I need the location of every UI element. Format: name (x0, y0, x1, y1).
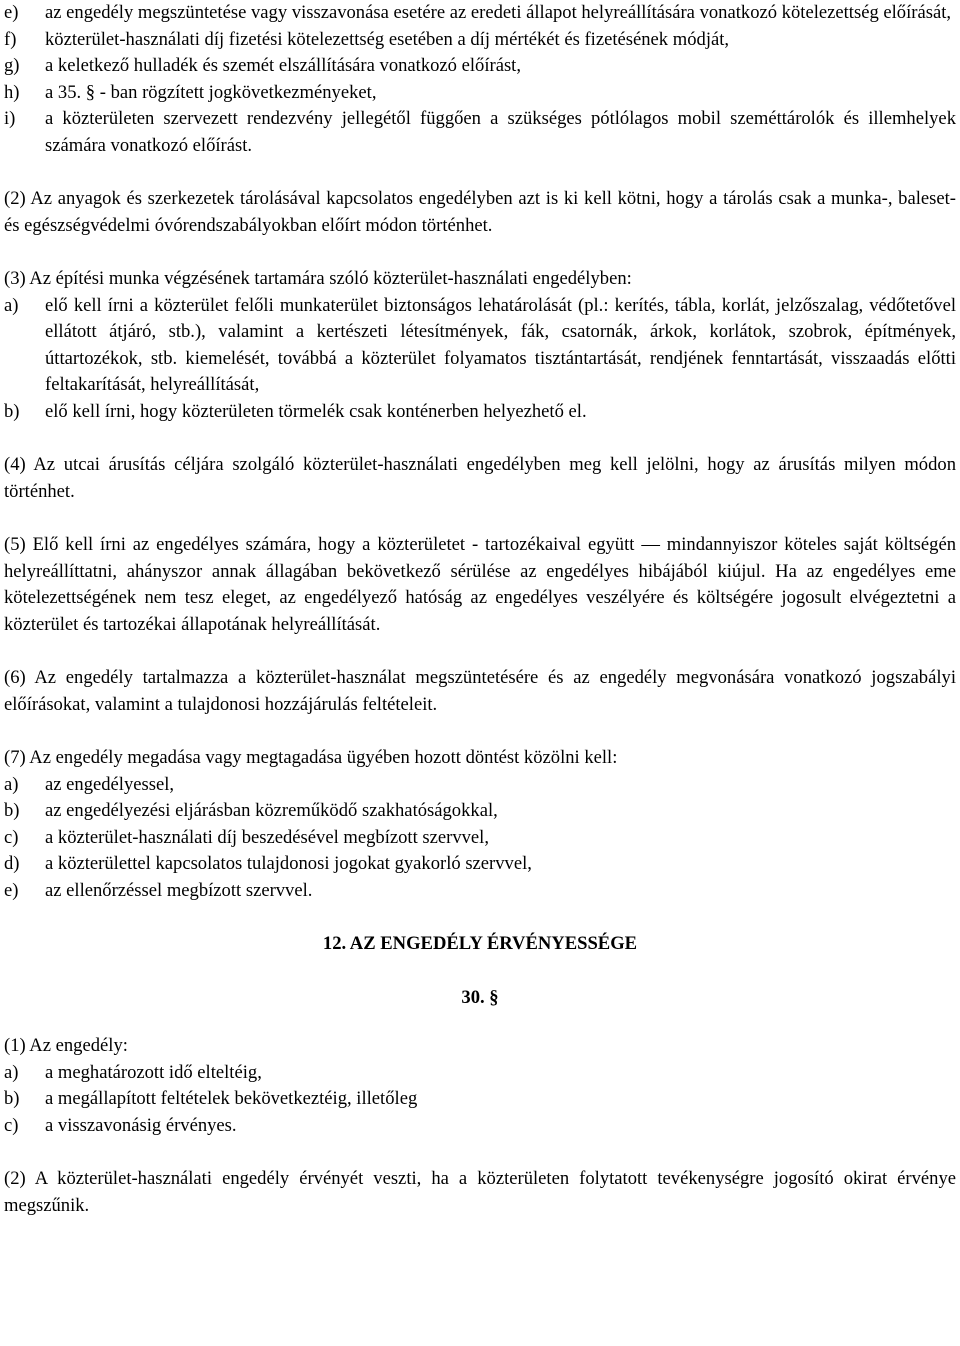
paragraph-7-intro: (7) Az engedély megadása vagy megtagadása ügyében hozott döntést közölni kell: (4, 747, 618, 768)
list-item-label: h) (4, 81, 20, 103)
list-item-text: a visszavonásig érvényes. (45, 1114, 237, 1136)
paragraph-6: (6) Az engedély tartalmazza a közterület-használat megszüntetésére és az engedély megvonására vonatkozó jogszabályi előírásokat, valamint a tulajdonosi hozzájárulás feltételeit. (4, 667, 956, 715)
list-item (0, 399, 960, 426)
list-item (0, 80, 960, 107)
list-item-text: a megállapított feltételek bekövetkeztéig, illetőleg (45, 1088, 418, 1109)
paragraph-4: (4) Az utcai árusítás céljára szolgáló közterület-használati engedélyben meg kell jelölni, hogy az árusítás milyen módon történhet. (4, 454, 956, 502)
list-item (0, 825, 960, 852)
list-item-text: a 35. § - ban rögzített jogkövetkezményeket, (45, 81, 377, 103)
list-item-label: i) (4, 108, 16, 129)
list-item-label: d) (4, 853, 20, 874)
paragraph-2: (2) Az anyagok és szerkezetek tárolásával kapcsolatos engedélyben azt is ki kell kötni, hogy a tárolás csak a munka-, baleset- és egészségvédelmi óvórendszabályokban előírt módon történhet. (4, 188, 956, 236)
list-item (0, 0, 960, 27)
list-item (0, 878, 960, 905)
list-item-text: az engedélyessel, (45, 773, 175, 795)
list-item-text: a közterület-használati díj beszedésével megbízott szervvel, (45, 826, 489, 848)
list-item-label: a) (4, 294, 19, 316)
list-item-text: közterület-használati díj fizetési kötelezettség esetében a díj mértékét és fizetésének módját, (45, 28, 730, 50)
list-item-text: elő kell írni, hogy közterületen törmelék csak konténerben helyezhető el. (45, 400, 587, 422)
list-item-label: b) (4, 1088, 20, 1109)
list-item-text: az engedélyezési eljárásban közreműködő szakhatóságokkal, (45, 800, 498, 821)
paragraph-3-intro: (3) Az építési munka végzésének tartamára szóló közterület-használati engedélyben: (4, 268, 632, 289)
paragraph-3-list (0, 293, 960, 426)
list-item-label: c) (4, 1114, 19, 1136)
list-item-text: elő kell írni a közterület felőli munkaterület biztonságos lehatárolását (pl.: kerítés, tábla, korlát, jelzőszalag, védőtetővel ellátott átjáró, stb.), valamint a kertészeti létesítmények, fák, csatornák, árkok, korlátok, szobrok, építmények, úttartozékok, stb. kiemelését, továbbá a közterület folyamatos tisztántartását, rendjének fenntartását, visszaadás előtti feltakarítását, helyreállítását, (45, 294, 956, 395)
list-item-text: a keletkező hulladék és szemét elszállítására vonatkozó előírást, (45, 55, 522, 76)
list-item (0, 772, 960, 799)
list-item (0, 1086, 960, 1113)
list-item (0, 293, 960, 399)
list-item-text: az ellenőrzéssel megbízott szervvel. (45, 879, 313, 901)
list-item (0, 27, 960, 54)
section-30-paragraph-2: (2) A közterület-használati engedély érvényét veszti, ha a közterületen folytatott tevékenységre jogosító okirat érvénye megszűnik. (4, 1168, 956, 1216)
section-heading: 30. § (461, 986, 499, 1008)
list-item-label: e) (4, 2, 19, 23)
list-item (0, 1060, 960, 1087)
paragraph-5: (5) Elő kell írni az engedélyes számára, hogy a közterületet - tartozékaival együtt — mindannyiszor köteles saját költségén helyreállíttatni, ahányszor annak állagában bekövetkező sérülése az engedélyes hibájából kiújul. Ha az engedélyes eme kötelezettségének nem tesz eleget, az engedélyező hatóság az engedélyes veszélyére és költségére jogosult elvégeztetni a közterület és tartozékai állapotának helyreállítását. (4, 534, 956, 635)
list-item-text: az engedély megszüntetése vagy visszavonása esetére az eredeti állapot helyreállítására vonatkozó kötelezettség előírását, (45, 2, 952, 23)
paragraph-7-list (0, 772, 960, 905)
list-item-label: c) (4, 826, 19, 848)
list-item-text: a meghatározott idő elteltéig, (45, 1061, 262, 1083)
list-item-text: a közterületen szervezett rendezvény jellegétől függően a szükséges pótlólagos mobil szeméttárolók és illemhelyek számára vonatkozó előírást. (45, 108, 956, 156)
section-30-paragraph-1-intro: (1) Az engedély: (4, 1035, 128, 1056)
chapter-heading: 12. AZ ENGEDÉLY ÉRVÉNYESSÉGE (322, 933, 638, 954)
list-item-label: b) (4, 800, 20, 821)
list-item (0, 851, 960, 878)
list-item-text: a közterülettel kapcsolatos tulajdonosi jogokat gyakorló szervvel, (45, 853, 532, 874)
list-item-label: a) (4, 1061, 19, 1083)
top-list (0, 0, 960, 159)
list-item-label: e) (4, 879, 19, 901)
list-item-label: a) (4, 773, 19, 795)
list-item-label: f) (4, 28, 17, 50)
list-item-label: g) (4, 55, 20, 76)
section-30-paragraph-1-list (0, 1060, 960, 1140)
list-item (0, 53, 960, 80)
list-item (0, 798, 960, 825)
list-item (0, 106, 960, 159)
list-item-label: b) (4, 400, 20, 422)
list-item (0, 1113, 960, 1140)
